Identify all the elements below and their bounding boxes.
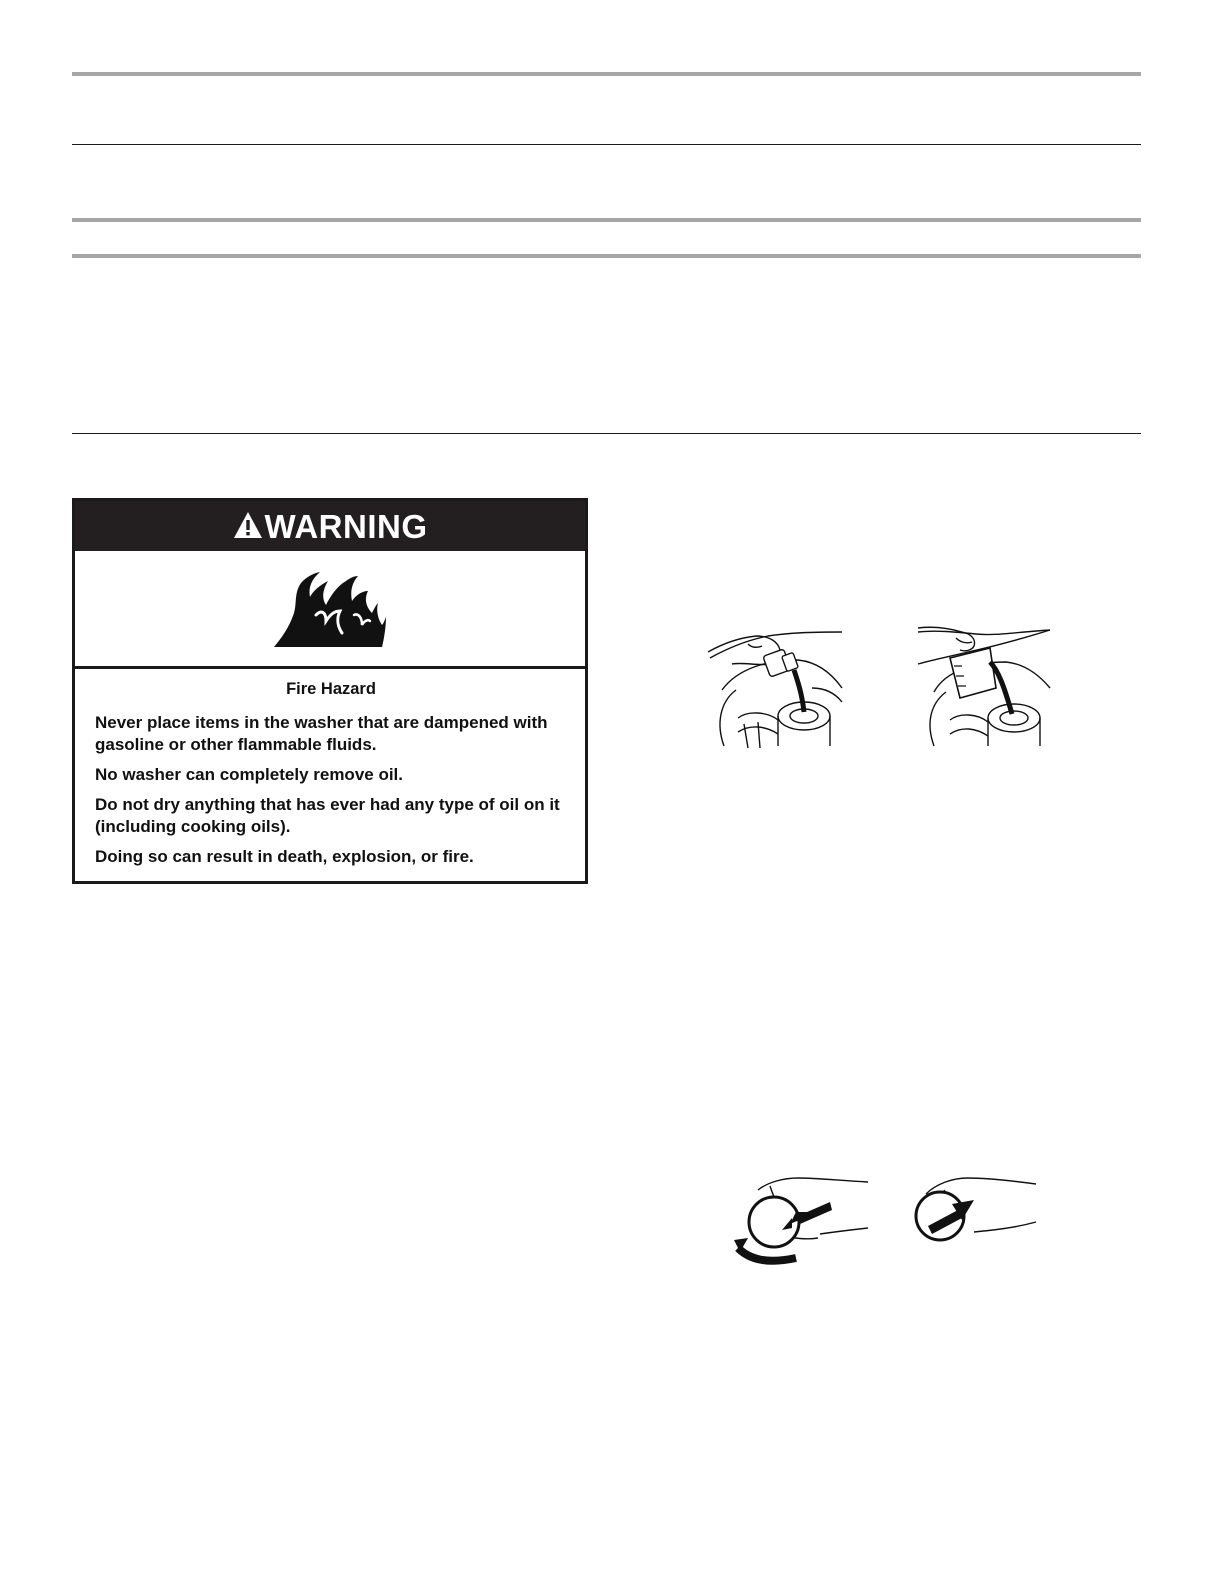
warning-line: Doing so can result in death, explosion, or fire.	[95, 847, 474, 866]
warning-line: No washer can completely remove oil.	[95, 765, 404, 784]
push-and-turn-knob-icon	[734, 1172, 874, 1272]
warning-header	[75, 501, 585, 551]
fire-hazard-icon	[270, 569, 390, 649]
hazard-symbol-area	[75, 551, 585, 669]
top-rule	[72, 72, 1141, 76]
pour-bottle-into-dispenser-icon	[708, 628, 846, 748]
warning-line: Do not dry anything that has ever had any type of oil on it (including cooking oils).	[95, 795, 560, 836]
section-rule-2	[72, 218, 1141, 222]
section-rule-4	[72, 433, 1141, 434]
fire-hazard-warning-box	[72, 498, 588, 884]
section-rule-1	[72, 144, 1141, 145]
warning-line: Never place items in the washer that are dampened with gasoline or other flammable fluids.	[95, 713, 548, 754]
pull-knob-icon	[914, 1172, 1040, 1252]
warning-triangle-icon	[233, 511, 263, 539]
pour-cup-into-dispenser-icon	[916, 626, 1054, 748]
warning-signal-word: WARNING	[264, 507, 428, 545]
warning-text	[75, 669, 585, 868]
hazard-title: Fire Hazard	[286, 680, 376, 698]
section-rule-3	[72, 254, 1141, 258]
